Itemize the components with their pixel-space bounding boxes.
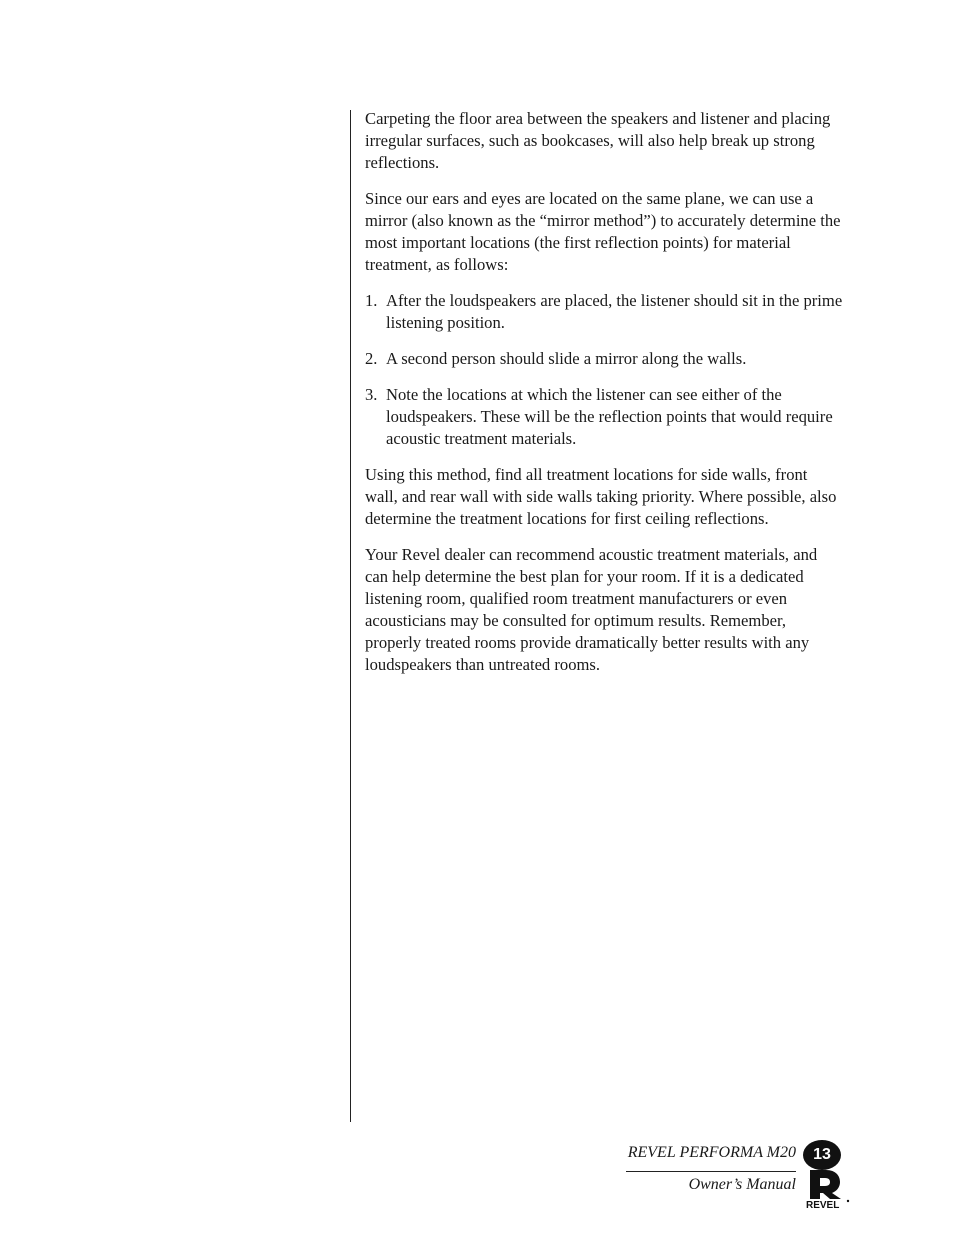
paragraph-revel-dealer: Your Revel dealer can recommend acoustic treatment materials, and can help determine the best plan for your room. If it is a dedicated listening room, qualified room treatment manufacturers or even acousticians may be consulted for optimum results. Remember, properly treated rooms provide dramatically better results with any loudspeakers than untreated rooms. xyxy=(365,545,818,674)
page-number-badge: 13 xyxy=(803,1140,841,1170)
logo-wordmark: REVEL xyxy=(806,1200,840,1210)
list-item-text: After the loudspeakers are placed, the listener should sit in the prime listening position. xyxy=(386,291,843,332)
list-item-number: 1. xyxy=(365,291,378,310)
steps-list xyxy=(365,290,843,450)
list-item xyxy=(365,384,843,450)
list-item-text: A second person should slide a mirror along the walls. xyxy=(386,349,747,368)
page-footer xyxy=(600,1140,850,1210)
list-item xyxy=(365,290,843,334)
revel-logo-icon xyxy=(804,1168,850,1210)
page-content xyxy=(365,108,843,690)
list-item-text: Note the locations at which the listener can see either of the loudspeakers. These will be the reflection points that would require acoustic treatment materials. xyxy=(386,385,833,448)
list-item xyxy=(365,348,843,370)
paragraph-mirror-method: Since our ears and eyes are located on the same plane, we can use a mirror (also known as the “mirror method”) to accurately determine the most important locations (the first reflection points) for material treatment, as follows: xyxy=(365,189,841,274)
footer-rule xyxy=(626,1171,796,1172)
paragraph-treatment-locations: Using this method, find all treatment locations for side walls, front wall, and rear wall with side walls taking priority. Where possible, also determine the treatment locations for first ceiling reflections. xyxy=(365,465,837,528)
footer-product-title: REVEL PERFORMA M20 xyxy=(627,1144,796,1161)
paragraph-carpeting: Carpeting the floor area between the speakers and listener and placing irregular surfaces, such as bookcases, will also help break up strong reflections. xyxy=(365,109,831,172)
footer-manual-label: Owner’s Manual xyxy=(688,1176,796,1193)
list-item-number: 3. xyxy=(365,385,378,404)
list-item-number: 2. xyxy=(365,349,378,368)
column-rule xyxy=(350,110,351,1122)
